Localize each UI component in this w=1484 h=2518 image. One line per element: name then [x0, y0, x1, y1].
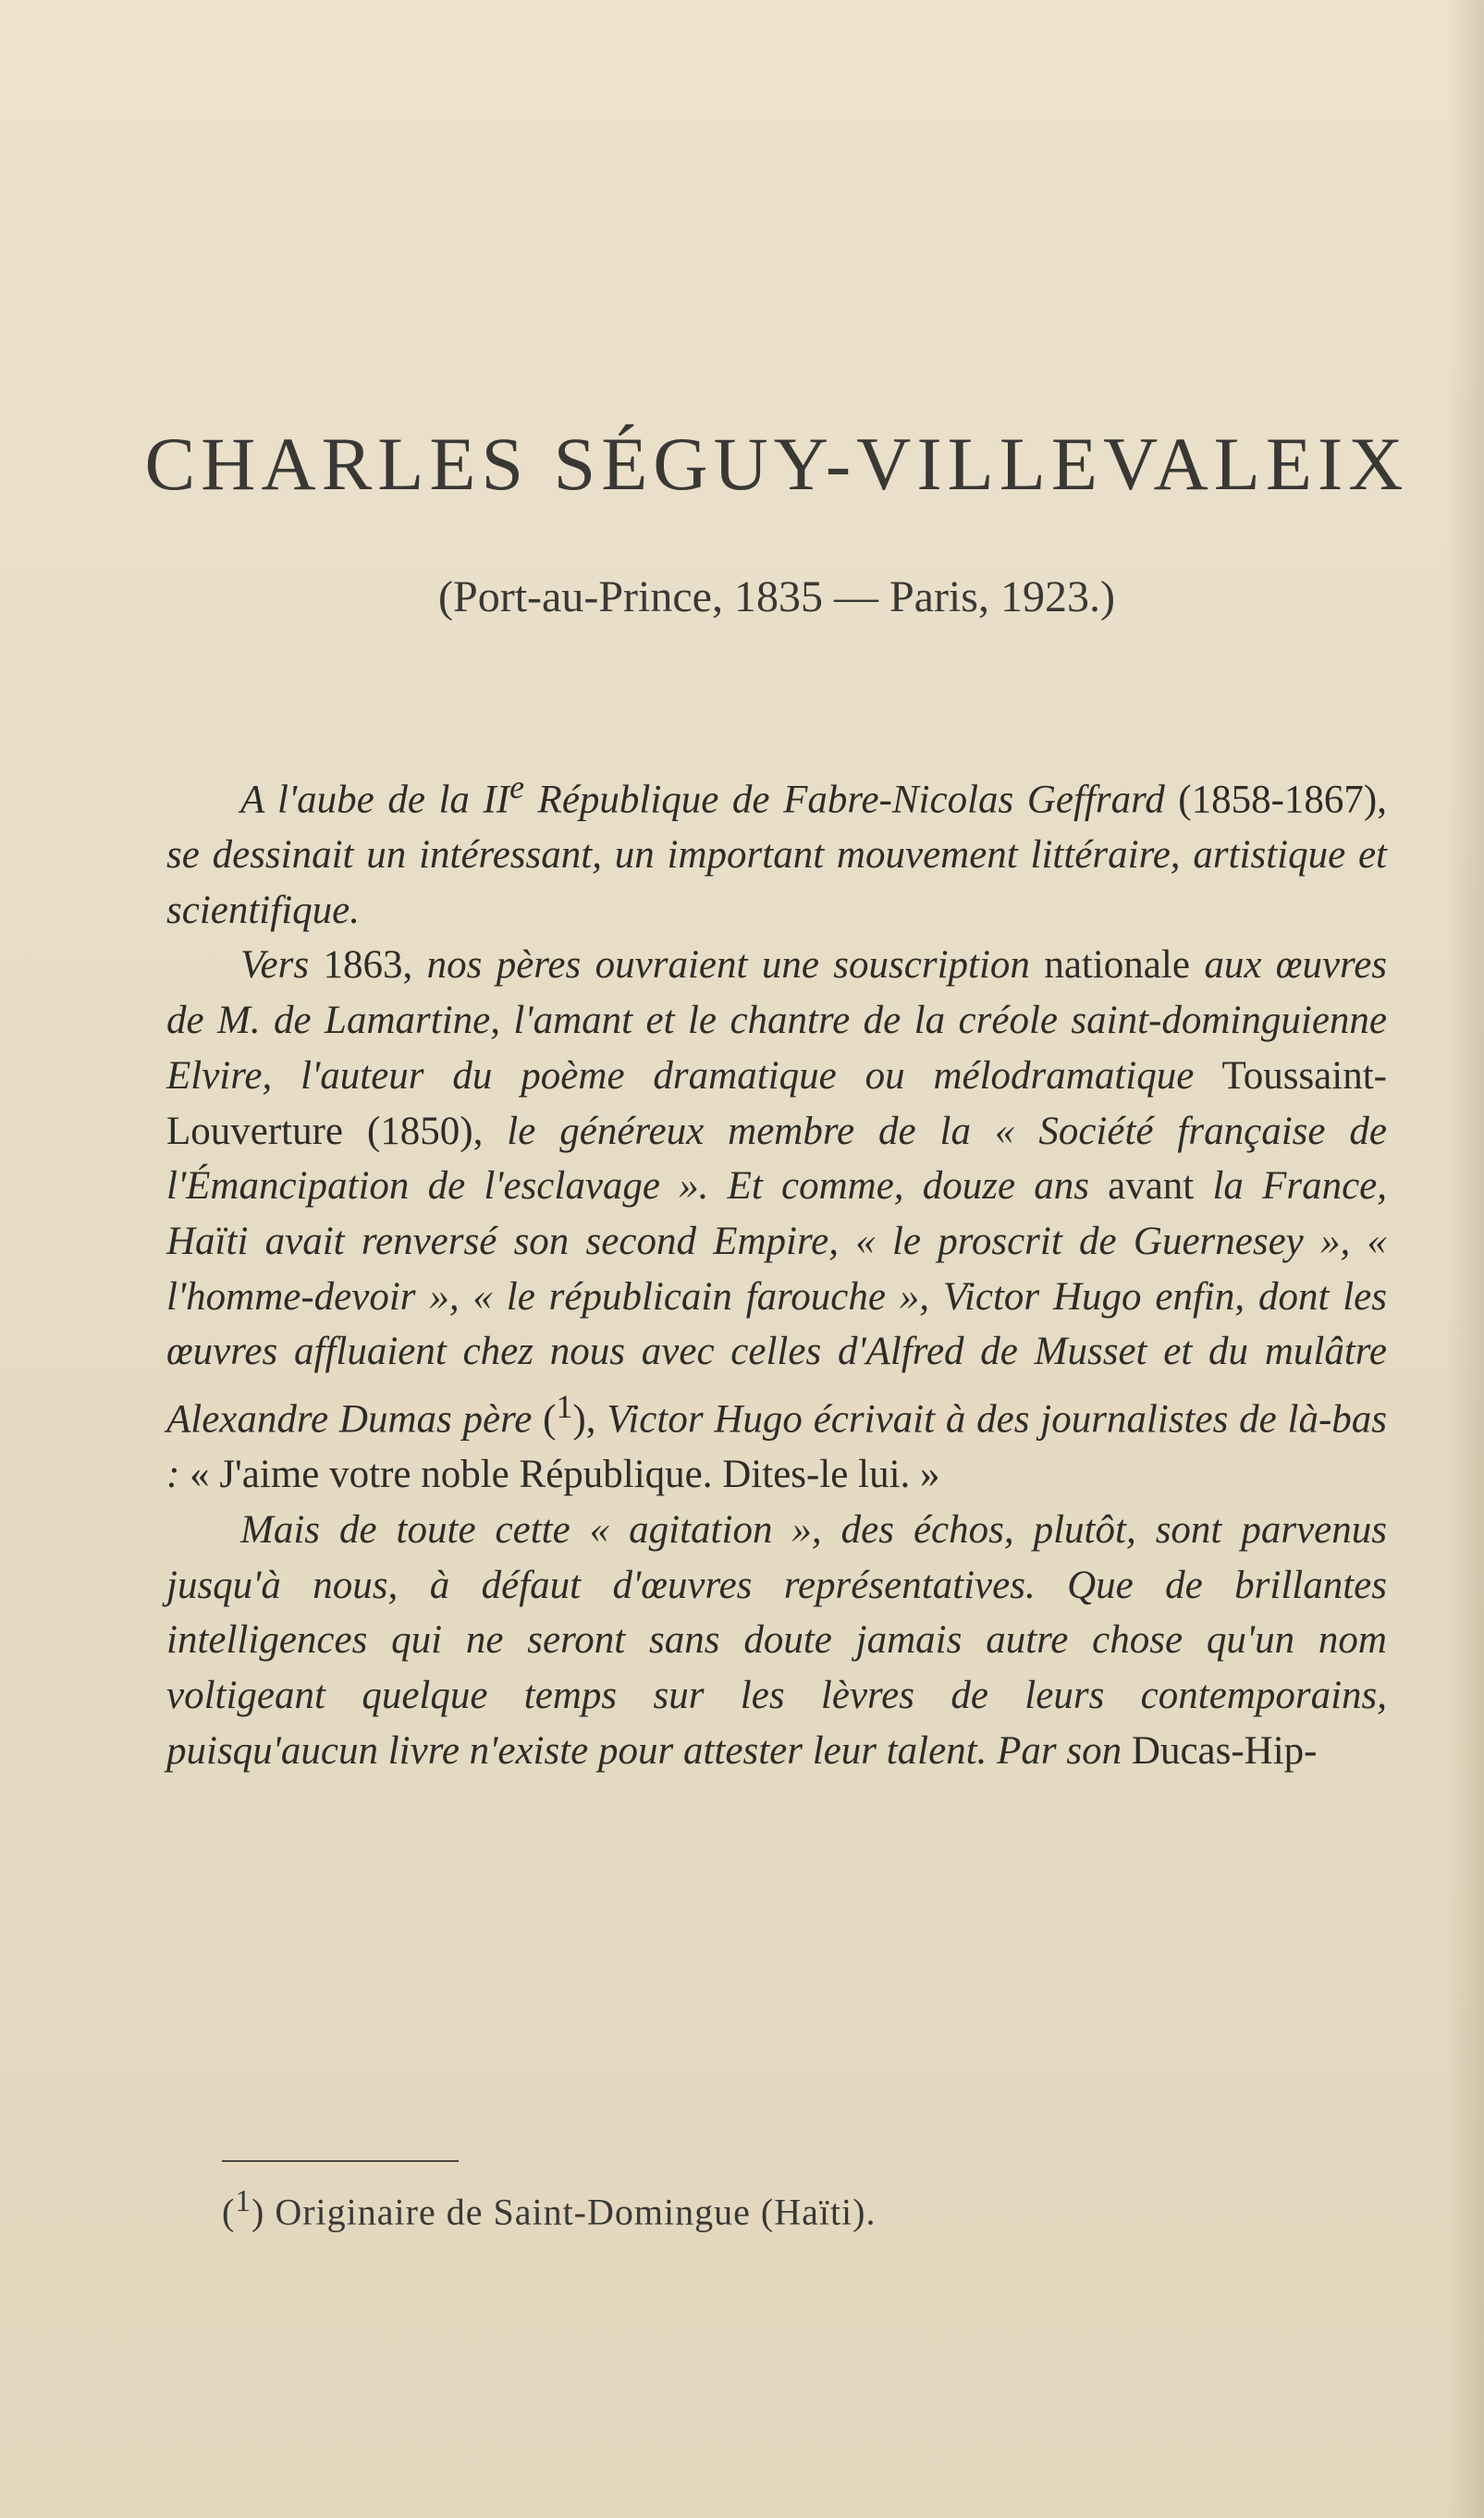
page-subtitle: (Port-au-Prince, 1835 — Paris, 1923.) [438, 572, 1115, 621]
italic-run: le généreux membre de la « Société française de l'Émancipation de l'esclavage ». Et comme, douze ans [166, 1109, 1387, 1209]
text-run: ( [532, 1397, 557, 1442]
superscript: 1 [556, 1388, 573, 1426]
italic-run: Victor Hugo écrivait à des journalistes de là-bas : [166, 1397, 1387, 1497]
italic-run: Mais de toute cette « agitation », des échos, plutôt, sont parvenus jusqu'à nous, à défaut d'œuvres représentatives. Que de brillantes intelligences qui ne seront sans doute jamais autre chose qu'un nom voltigeant quelque temps sur les lèvres de leurs contemporains, puisqu'aucun livre n'existe pour attester leur talent. Par son [166, 1507, 1387, 1773]
text-run: ), [572, 1397, 607, 1442]
text-run: (1858-1867), [1164, 778, 1387, 822]
italic-run: se dessinait un intéressant, un important mouvement littéraire, artistique et scientifique. [166, 833, 1387, 932]
text-run: nationale [1029, 943, 1205, 988]
italic-run: la France, Haïti avait renversé son second Empire, « le proscrit de Guernesey », « l'homme-devoir », « le républicain farouche », Victor Hugo enfin, dont les œuvres affluaient chez nous avec celles d'Alfred de Musset et du mulâtre Alexandre Dumas père [166, 1164, 1387, 1442]
body-text [166, 760, 1387, 1778]
text-run: 1863, [309, 943, 427, 988]
paragraph [166, 760, 1387, 938]
paragraph [166, 938, 1387, 1502]
text-run: Toussaint-Louverture (1850), [166, 1053, 1387, 1153]
italic-run: A l'aube de la II [240, 778, 510, 822]
italic-run: nos pères ouvraient une souscription [426, 943, 1030, 988]
text-run: « J'aime votre noble République. Dites-le lui. » [179, 1453, 940, 1497]
italic-run: République de Fabre-Nicolas Geffrard [524, 778, 1165, 822]
text-run: avant [1088, 1164, 1213, 1209]
page-title: CHARLES SÉGUY-VILLEVALEIX [144, 422, 1409, 506]
footnote-divider [222, 2160, 459, 2162]
text-run: Ducas-Hip- [1122, 1728, 1318, 1773]
footnote-text: Originaire de Saint-Domingue (Haïti). [264, 2191, 877, 2233]
page-edge-shadow [1447, 0, 1484, 2518]
italic-run: Vers [240, 943, 310, 988]
footnote: ($^1$) Originaire de Saint-Domingue (Haïti). [222, 2184, 877, 2233]
paragraph [166, 1503, 1387, 1779]
superscript: e [509, 768, 524, 805]
footnote-mark: 1 [235, 2184, 251, 2218]
italic-run: aux œuvres de M. de Lamartine, l'amant et le chantre de la créole saint-dominguienne Elvire, l'auteur du poème dramatique ou mélodramatique [166, 943, 1388, 1098]
